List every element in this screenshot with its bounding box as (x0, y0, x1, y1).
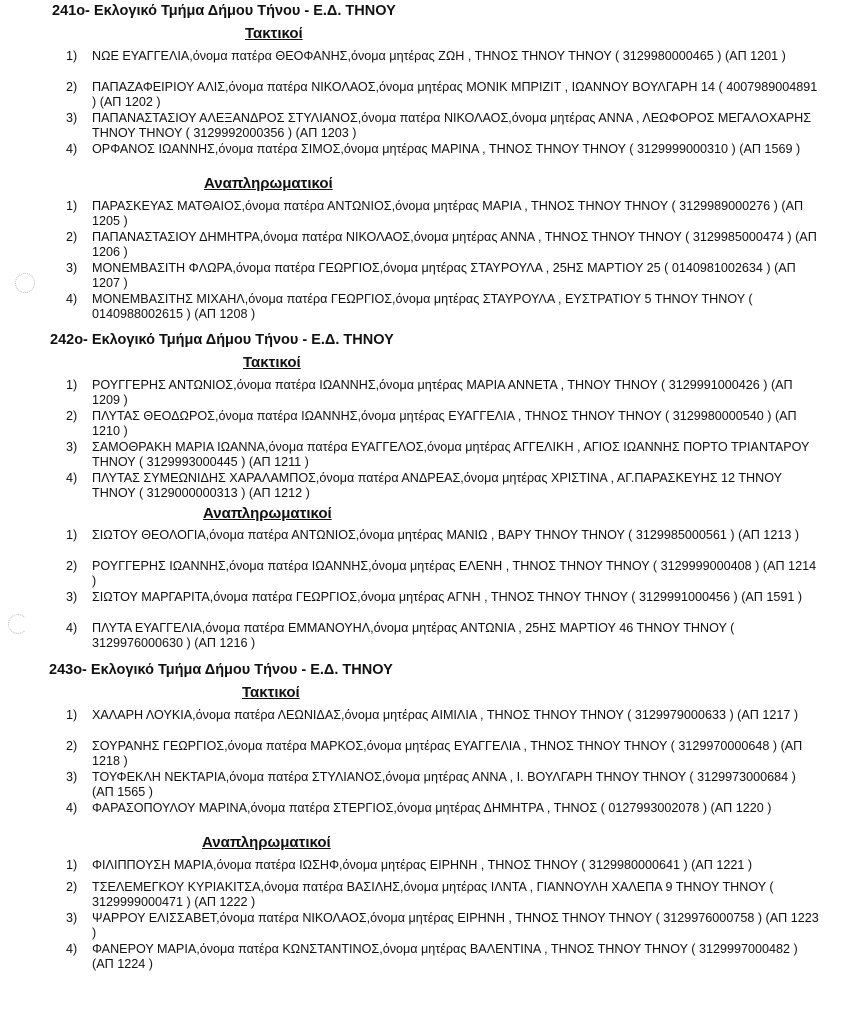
item-number: 3) (66, 261, 78, 275)
item-number: 2) (66, 409, 78, 423)
list-item (66, 858, 820, 873)
item-number: 2) (66, 80, 78, 94)
list-item (66, 590, 820, 605)
list-item (66, 378, 820, 407)
item-number: 3) (66, 440, 78, 454)
list-item (66, 199, 820, 228)
list-item (66, 111, 820, 140)
item-number: 4) (66, 942, 78, 956)
item-text: ΣΙΩΤΟΥ ΘΕΟΛΟΓΙΑ,όνομα πατέρα ΑΝΤΩΝΙΟΣ,όνομα μητέρας ΜΑΝΙΩ , ΒΑΡΥ ΤΗΝΟΥ ΤΗΝΟΥ ( 3129985000561 ) (ΑΠ 1213 ) (92, 528, 800, 542)
item-text: ΜΟΝΕΜΒΑΣΙΤΗΣ ΜΙΧΑΗΛ,όνομα πατέρα ΓΕΩΡΓΙΟΣ,όνομα μητέρας ΣΤΑΥΡΟΥΛΑ , ΕΥΣΤΡΑΤΙΟΥ 5 ΤΗΝΟΥ ΤΗΝΟΥ ( 0140988002615 ) (ΑΠ 1208 ) (92, 292, 753, 321)
item-number: 1) (66, 858, 78, 872)
item-text: ΠΑΡΑΣΚΕΥΑΣ ΜΑΤΘΑΙΟΣ,όνομα πατέρα ΑΝΤΩΝΙΟΣ,όνομα μητέρας ΜΑΡΙΑ , ΤΗΝΟΣ ΤΗΝΟΥ ΤΗΝΟΥ ( 3129989000276 ) (ΑΠ 1205 ) (92, 199, 804, 228)
list-item (66, 409, 820, 438)
item-number: 4) (66, 142, 78, 156)
item-text: ΜΟΝΕΜΒΑΣΙΤΗ ΦΛΩΡΑ,όνομα πατέρα ΓΕΩΡΓΙΟΣ,όνομα μητέρας ΣΤΑΥΡΟΥΛΑ , 25ΗΣ ΜΑΡΤΙΟΥ 25 ( 0140981002634 ) (ΑΠ 1207 ) (92, 261, 796, 290)
item-number: 3) (66, 770, 78, 784)
item-text: ΠΛΥΤΑΣ ΣΥΜΕΩΝΙΔΗΣ ΧΑΡΑΛΑΜΠΟΣ,όνομα πατέρα ΑΝΔΡΕΑΣ,όνομα μητέρας ΧΡΙΣΤΙΝΑ , ΑΓ.ΠΑΡΑΣΚΕΥΗΣ 12 ΤΗΝΟΥ ΤΗΝΟΥ ( 3129000000313 ) (ΑΠ 1212 ) (92, 471, 782, 500)
list-item (66, 621, 820, 650)
item-text: ΠΑΠΑΖΑΦΕΙΡΙΟΥ ΑΛΙΣ,όνομα πατέρα ΝΙΚΟΛΑΟΣ,όνομα μητέρας ΜΟΝΙΚ ΜΠΡΙΖΙΤ , ΙΩΑΝΝΟΥ ΒΟΥΛΓΑΡΗ 14 ( 4007989004891 ) (ΑΠ 1202 ) (92, 80, 818, 109)
section-title: 243ο- Εκλογικό Τμήμα Δήμου Τήνου - Ε.Δ. ΤΗΝΟΥ (49, 662, 393, 678)
list-item (66, 230, 820, 259)
item-number: 2) (66, 739, 78, 753)
substitute-heading: Αναπληρωματικοί (202, 834, 331, 851)
substitute-heading: Αναπληρωματικοί (204, 175, 333, 192)
item-number: 3) (66, 111, 78, 125)
item-number: 1) (66, 378, 78, 392)
item-text: ΣΑΜΟΘΡΑΚΗ ΜΑΡΙΑ ΙΩΑΝΝΑ,όνομα πατέρα ΕΥΑΓΓΕΛΟΣ,όνομα μητέρας ΑΓΓΕΛΙΚΗ , ΑΓΙΟΣ ΙΩΑΝΝΗΣ ΠΟΡΤΟ ΤΡΙΑΝΤΑΡΟΥ ΤΗΝΟΥ ( 3129993000445 ) (ΑΠ 1211 ) (92, 440, 810, 469)
list-item (66, 739, 820, 768)
item-text: ΤΟΥΦΕΚΛΗ ΝΕΚΤΑΡΙΑ,όνομα πατέρα ΣΤΥΛΙΑΝΟΣ,όνομα μητέρας ΑΝΝΑ , Ι. ΒΟΥΛΓΑΡΗ ΤΗΝΟΥ ΤΗΝΟΥ ( 3129973000684 ) (ΑΠ 1565 ) (92, 770, 796, 799)
item-text: ΦΑΝΕΡΟΥ ΜΑΡΙΑ,όνομα πατέρα ΚΩΝΣΤΑΝΤΙΝΟΣ,όνομα μητέρας ΒΑΛΕΝΤΙΝΑ , ΤΗΝΟΣ ΤΗΝΟΥ ΤΗΝΟΥ ( 3129997000482 ) (ΑΠ 1224 ) (92, 942, 798, 971)
substitute-heading: Αναπληρωματικοί (203, 505, 332, 522)
item-number: 4) (66, 621, 78, 635)
list-item (66, 440, 820, 469)
list-item (66, 770, 820, 799)
item-number: 1) (66, 199, 78, 213)
section-title: 242ο- Εκλογικό Τμήμα Δήμου Τήνου - Ε.Δ. ΤΗΝΟΥ (50, 332, 394, 348)
regular-heading: Τακτικοί (243, 354, 301, 371)
item-text: ΣΟΥΡΑΝΗΣ ΓΕΩΡΓΙΟΣ,όνομα πατέρα ΜΑΡΚΟΣ,όνομα μητέρας ΕΥΑΓΓΕΛΙΑ , ΤΗΝΟΣ ΤΗΝΟΥ ΤΗΝΟΥ ( 3129970000648 ) (ΑΠ 1218 ) (92, 739, 803, 768)
list-item (66, 880, 820, 909)
list-item (66, 911, 820, 940)
item-number: 3) (66, 911, 78, 925)
item-text: ΟΡΦΑΝΟΣ ΙΩΑΝΝΗΣ,όνομα πατέρα ΣΙΜΟΣ,όνομα μητέρας ΜΑΡΙΝΑ , ΤΗΝΟΣ ΤΗΝΟΥ ΤΗΝΟΥ ( 3129999000310 ) (ΑΠ 1569 ) (92, 142, 801, 156)
list-item (66, 261, 820, 290)
list-item (66, 708, 820, 723)
item-text: ΤΣΕΛΕΜΕΓΚΟΥ ΚΥΡΙΑΚΙΤΣΑ,όνομα πατέρα ΒΑΣΙΛΗΣ,όνομα μητέρας ΙΛΝΤΑ , ΓΙΑΝΝΟΥΛΗ ΧΑΛΕΠΑ 9 ΤΗΝΟΥ ΤΗΝΟΥ ( 3129999000471 ) (ΑΠ 1222 ) (92, 880, 774, 909)
regular-heading: Τακτικοί (245, 25, 303, 42)
item-text: ΠΑΠΑΝΑΣΤΑΣΙΟΥ ΑΛΕΞΑΝΔΡΟΣ ΣΤΥΛΙΑΝΟΣ,όνομα πατέρα ΝΙΚΟΛΑΟΣ,όνομα μητέρας ΑΝΝΑ , ΛΕΩΦΟΡΟΣ ΜΕΓΑΛΟΧΑΡΗΣ ΤΗΝΟΥ ΤΗΝΟΥ ( 3129992000356 ) (ΑΠ 1203 ) (92, 111, 812, 140)
item-text: ΠΛΥΤΑΣ ΘΕΟΔΩΡΟΣ,όνομα πατέρα ΙΩΑΝΝΗΣ,όνομα μητέρας ΕΥΑΓΓΕΛΙΑ , ΤΗΝΟΣ ΤΗΝΟΥ ΤΗΝΟΥ ( 3129980000540 ) (ΑΠ 1210 ) (92, 409, 797, 438)
list-item (66, 942, 820, 971)
section-title: 241ο- Εκλογικό Τμήμα Δήμου Τήνου - Ε.Δ. ΤΗΝΟΥ (52, 3, 396, 19)
regular-heading: Τακτικοί (242, 684, 300, 701)
item-text: ΣΙΩΤΟΥ ΜΑΡΓΑΡΙΤΑ,όνομα πατέρα ΓΕΩΡΓΙΟΣ,όνομα μητέρας ΑΓΝΗ , ΤΗΝΟΣ ΤΗΝΟΥ ΤΗΝΟΥ ( 3129991000456 ) (ΑΠ 1591 ) (92, 590, 803, 604)
list-item (66, 142, 820, 157)
list-item (66, 80, 820, 109)
item-number: 2) (66, 230, 78, 244)
item-number: 3) (66, 590, 78, 604)
item-text: ΠΛΥΤΑ ΕΥΑΓΓΕΛΙΑ,όνομα πατέρα ΕΜΜΑΝΟΥΗΛ,όνομα μητέρας ΑΝΤΩΝΙΑ , 25ΗΣ ΜΑΡΤΙΟΥ 46 ΤΗΝΟΥ ΤΗΝΟΥ ( 3129976000630 ) (ΑΠ 1216 ) (92, 621, 735, 650)
list-item (66, 49, 820, 64)
item-number: 2) (66, 880, 78, 894)
item-number: 2) (66, 559, 78, 573)
item-number: 1) (66, 49, 78, 63)
item-text: ΨΑΡΡΟΥ ΕΛΙΣΣΑΒΕΤ,όνομα πατέρα ΝΙΚΟΛΑΟΣ,όνομα μητέρας ΕΙΡΗΝΗ , ΤΗΝΟΣ ΤΗΝΟΥ ΤΗΝΟΥ ( 3129976000758 ) (ΑΠ 1223 ) (92, 911, 819, 940)
item-text: ΝΩΕ ΕΥΑΓΓΕΛΙΑ,όνομα πατέρα ΘΕΟΦΑΝΗΣ,όνομα μητέρας ΖΩΗ , ΤΗΝΟΣ ΤΗΝΟΥ ΤΗΝΟΥ ( 3129980000465 ) (ΑΠ 1201 ) (92, 49, 786, 63)
list-item (66, 559, 820, 588)
item-number: 4) (66, 292, 78, 306)
item-text: ΡΟΥΓΓΕΡΗΣ ΑΝΤΩΝΙΟΣ,όνομα πατέρα ΙΩΑΝΝΗΣ,όνομα μητέρας ΜΑΡΙΑ ΑΝΝΕΤΑ , ΤΗΝΟΥ ΤΗΝΟΥ ( 3129991000426 ) (ΑΠ 1209 ) (92, 378, 793, 407)
item-text: ΧΑΛΑΡΗ ΛΟΥΚΙΑ,όνομα πατέρα ΛΕΩΝΙΔΑΣ,όνομα μητέρας ΑΙΜΙΛΙΑ , ΤΗΝΟΣ ΤΗΝΟΥ ΤΗΝΟΥ ( 3129979000633 ) (ΑΠ 1217 ) (92, 708, 799, 722)
list-item (66, 801, 820, 816)
list-item (66, 528, 820, 543)
item-number: 1) (66, 528, 78, 542)
item-text: ΡΟΥΓΓΕΡΗΣ ΙΩΑΝΝΗΣ,όνομα πατέρα ΙΩΑΝΝΗΣ,όνομα μητέρας ΕΛΕΝΗ , ΤΗΝΟΣ ΤΗΝΟΥ ΤΗΝΟΥ ( 3129999000408 ) (ΑΠ 1214 ) (92, 559, 817, 588)
item-number: 4) (66, 801, 78, 815)
item-number: 4) (66, 471, 78, 485)
punch-hole-mark (8, 614, 28, 634)
item-number: 1) (66, 708, 78, 722)
item-text: ΦΙΛΙΠΠΟΥΣΗ ΜΑΡΙΑ,όνομα πατέρα ΙΩΣΗΦ,όνομα μητέρας ΕΙΡΗΝΗ , ΤΗΝΟΣ ΤΗΝΟΥ ( 3129980000641 ) (ΑΠ 1221 ) (92, 858, 753, 872)
punch-hole-mark (15, 273, 35, 293)
item-text: ΠΑΠΑΝΑΣΤΑΣΙΟΥ ΔΗΜΗΤΡΑ,όνομα πατέρα ΝΙΚΟΛΑΟΣ,όνομα μητέρας ΑΝΝΑ , ΤΗΝΟΣ ΤΗΝΟΥ ΤΗΝΟΥ ( 3129985000474 ) (ΑΠ 1206 ) (92, 230, 817, 259)
list-item (66, 292, 820, 321)
list-item (66, 471, 820, 500)
item-text: ΦΑΡΑΣΟΠΟΥΛΟΥ ΜΑΡΙΝΑ,όνομα πατέρα ΣΤΕΡΓΙΟΣ,όνομα μητέρας ΔΗΜΗΤΡΑ , ΤΗΝΟΣ ( 0127993002078 ) (ΑΠ 1220 ) (92, 801, 772, 815)
